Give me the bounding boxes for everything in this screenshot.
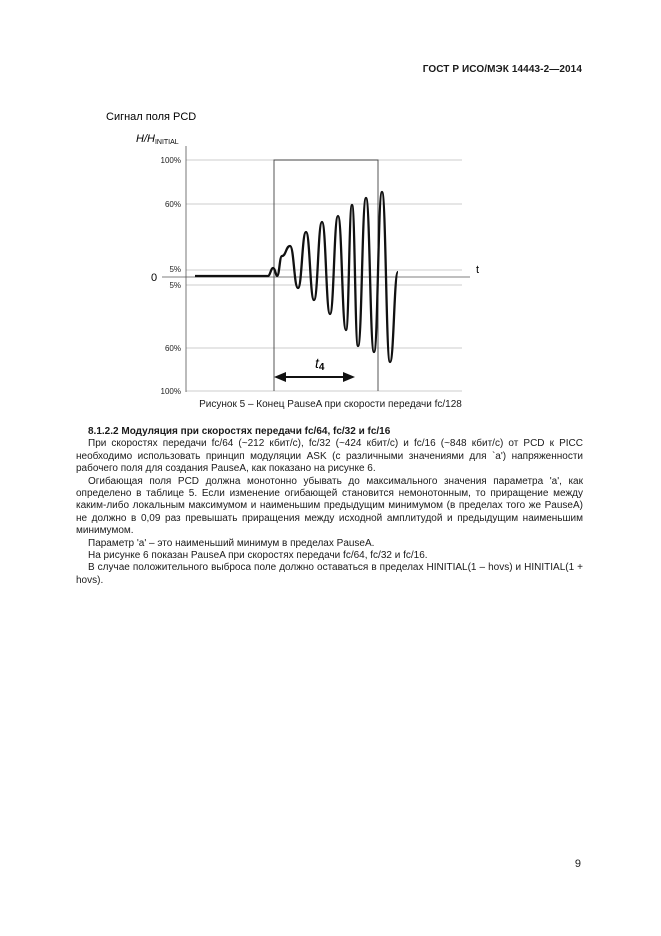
tick-100-bottom: 100% — [160, 387, 181, 396]
paragraph-1: При скоростях передачи fc/64 (~212 кбит/с), fc/32 (~424 кбит/с) и fc/16 (~848 кбит/с) от PCD к PICC необходимо использовать принцип модуляции ASK (с различными значениями для `a') напряженности рабочего поля для создания PauseA, как показано на рисунке 6. — [76, 438, 583, 475]
paragraph-5: В случае положительного выброса поле должно оставаться в пределах HINITIAL(1 – hovs) и HINITIAL(1 + hovs). — [76, 562, 583, 586]
paragraph-3: Параметр 'a' – это наименьший минимум в пределах PauseA. — [88, 537, 375, 549]
section-heading: 8.1.2.2 Модуляция при скоростях передачи fc/64, fc/32 и fc/16 — [88, 426, 391, 437]
tick-60-top: 60% — [164, 200, 181, 209]
tick-5-top: 5% — [169, 265, 181, 274]
y-axis-label: H/HINITIAL — [136, 133, 179, 146]
figure-caption: Рисунок 5 – Конец PauseA при скорости передачи fc/128 — [199, 399, 462, 410]
x-axis-label: t — [476, 264, 480, 276]
tick-60-bottom: 60% — [164, 344, 181, 353]
t4-annotation — [274, 355, 355, 382]
figure-5-chart — [0, 0, 661, 400]
page-number: 9 — [574, 858, 581, 870]
chart-title: Сигнал поля PCD — [106, 111, 197, 123]
section-8-1-2-2 — [76, 426, 583, 587]
document-header: ГОСТ Р ИСО/МЭК 14443-2—2014 — [422, 64, 582, 75]
tick-100-top: 100% — [160, 156, 181, 165]
zero-label: 0 — [151, 272, 158, 284]
paragraph-4: На рисунке 6 показан PauseA при скоростях передачи fc/64, fc/32 и fc/16. — [88, 550, 428, 562]
tick-5-bottom: 5% — [169, 281, 181, 290]
t4-label: t4 — [315, 355, 325, 373]
paragraph-2: Огибающая поля PCD должна монотонно убывать до максимального значения параметра 'a', как определено в таблице 5. Если изменение огибающей становится немонотонным, то приращение между каким-либо локальным максимумом и наименьшим предыдущим минимумом (в пределах того же PauseA) не должно в 0,09 раз превышать приращения между исходной амплитудой и предыдущим наименьшим минимумом. — [76, 475, 583, 537]
